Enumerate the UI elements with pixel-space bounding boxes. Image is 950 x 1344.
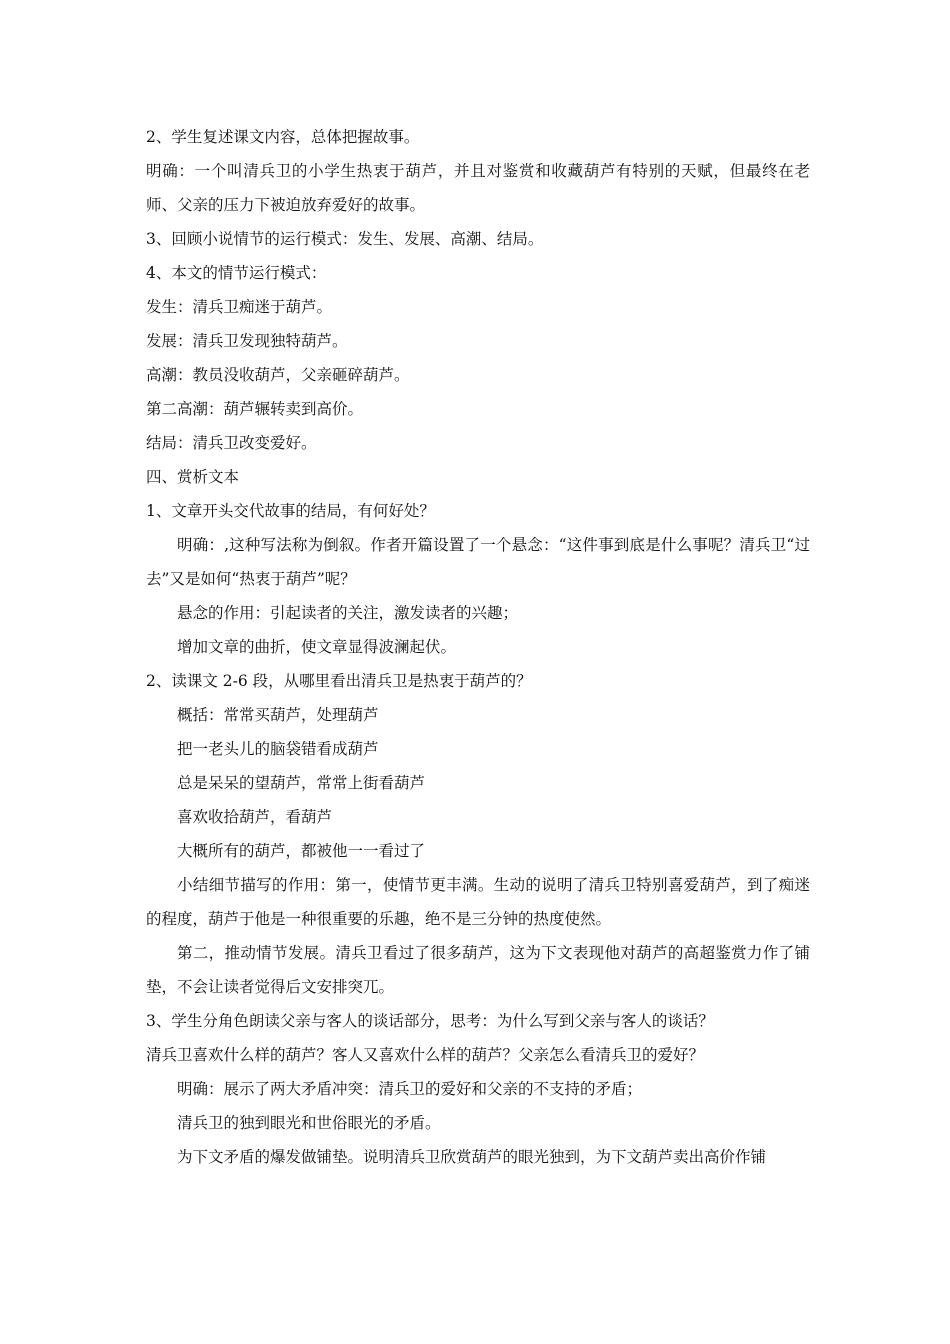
question-1: 1、文章开头交代故事的结局，有何好处？ <box>146 502 435 520</box>
section-heading-appreciation: 四、赏析文本 <box>146 468 240 486</box>
document-body <box>146 120 810 1174</box>
answer-2-item-2: 把一老头儿的脑袋错看成葫芦 <box>177 740 379 758</box>
answer-2-item-5: 大概所有的葫芦，都被他一一看过了 <box>177 842 426 860</box>
paragraph-retell-answer: 明确：一个叫清兵卫的小学生热衷于葫芦，并且对鉴赏和收藏葫芦有特别的天赋，但最终在老师、父亲的压力下被迫放弃爱好的故事。 <box>146 162 810 214</box>
paragraph-plot-model-heading: 4、本文的情节运行模式： <box>146 264 327 282</box>
answer-1-twists: 增加文章的曲折，使文章显得波澜起伏。 <box>177 638 457 656</box>
answer-2-item-3: 总是呆呆的望葫芦，常常上街看葫芦 <box>177 774 426 792</box>
paragraph-retell-task: 2、学生复述课文内容，总体把握故事。 <box>146 128 420 146</box>
question-2: 2、读课文 2-6 段，从哪里看出清兵卫是热衷于葫芦的？ <box>146 672 532 690</box>
paragraph-plot-occurrence: 发生：清兵卫痴迷于葫芦。 <box>146 298 333 316</box>
question-3: 3、学生分角色朗读父亲与客人的谈话部分，思考：为什么写到父亲与客人的谈话？ <box>146 1012 714 1030</box>
answer-2-summary-first: 小结细节描写的作用：第一，使情节更丰满。生动的说明了清兵卫特别喜爱葫芦，到了痴迷的程度，葫芦于他是一种很重要的乐趣，绝不是三分钟的热度使然。 <box>146 876 810 928</box>
answer-3-conflict-2: 清兵卫的独到眼光和世俗眼光的矛盾。 <box>177 1114 441 1132</box>
answer-3-foreshadowing: 为下文矛盾的爆发做铺垫。说明清兵卫欣赏葫芦的眼光独到，为下文葫芦卖出高价作铺 <box>177 1148 767 1166</box>
answer-1-suspense-effect: 悬念的作用：引起读者的关注，激发读者的兴趣； <box>177 604 519 622</box>
paragraph-plot-ending: 结局：清兵卫改变爱好。 <box>146 434 317 452</box>
answer-3-conflict-1: 明确：展示了两大矛盾冲突：清兵卫的爱好和父亲的不支持的矛盾； <box>177 1080 643 1098</box>
answer-1: 明确：,这种写法称为倒叙。作者开篇设置了一个悬念：“这件事到底是什么事呢？清兵卫“过去”又是如何“热衷于葫芦”呢？ <box>146 536 810 588</box>
paragraph-plot-climax: 高潮：教员没收葫芦，父亲砸碎葫芦。 <box>146 366 410 384</box>
answer-2-item-4: 喜欢收拾葫芦，看葫芦 <box>177 808 333 826</box>
paragraph-plot-second-climax: 第二高潮：葫芦辗转卖到高价。 <box>146 400 364 418</box>
answer-2-summary-second: 第二，推动情节发展。清兵卫看过了很多葫芦，这为下文表现他对葫芦的高超鉴赏力作了铺垫，不会让读者觉得后文安排突兀。 <box>146 944 810 996</box>
paragraph-plot-development: 发展：清兵卫发现独特葫芦。 <box>146 332 348 350</box>
answer-2-item-1: 概括：常常买葫芦，处理葫芦 <box>177 706 379 724</box>
paragraph-plot-model-review: 3、回顾小说情节的运行模式：发生、发展、高潮、结局。 <box>146 230 544 248</box>
question-3-followup: 清兵卫喜欢什么样的葫芦？客人又喜欢什么样的葫芦？父亲怎么看清兵卫的爱好？ <box>146 1046 705 1064</box>
